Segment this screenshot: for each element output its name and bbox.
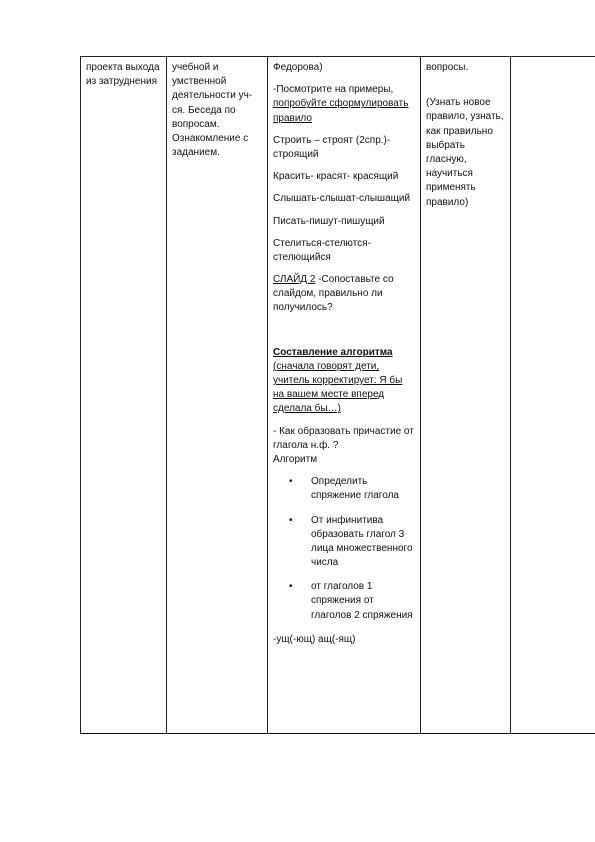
list-item: • Определить спряжение глагола xyxy=(289,476,399,502)
activity-text: учебной и умственной деятельности уч-ся. Беседа по вопросам. Ознакомление с заданием. xyxy=(172,62,253,159)
teacher-activity-cell xyxy=(268,57,421,734)
list-item: • От инфинитива образовать глагол 3 лица множественного числа xyxy=(289,514,413,569)
table-row xyxy=(81,57,595,734)
bullet-icon: • xyxy=(289,581,293,593)
question-text: - Как образовать причастие от глагола н.ф. ? xyxy=(273,425,414,451)
slide-label: СЛАЙД 2 xyxy=(273,274,316,286)
student-activity-cell xyxy=(421,57,511,734)
empty-cell xyxy=(511,57,595,734)
paragraph: Федорова) xyxy=(273,62,323,73)
stage-text: проекта выхода из затруднения xyxy=(86,62,160,88)
example-line: Стелиться-стелются- стелющийся xyxy=(273,237,371,263)
example-line: Слышать-слышат-слышащий xyxy=(273,193,411,205)
bullet-icon: • xyxy=(289,514,293,526)
paragraph: вопросы. xyxy=(426,62,469,73)
paragraph: Составление алгоритма (сначала говорят дети, учитель корректирует: Я бы на вашем месте вперед сделала бы…) xyxy=(273,346,403,415)
algorithm-list xyxy=(273,475,416,623)
example-line: Писать-пишут-пишущий xyxy=(273,215,385,227)
paragraph: СЛАЙД 2 -Сопоставьте со слайдом, правильно ли получилось? xyxy=(273,274,394,314)
example-line: Красить- красят- красящий xyxy=(273,171,399,183)
paragraph: (Узнать новое правило, узнать, как правильно выбрать гласную, научиться применять правило) xyxy=(426,97,504,208)
suffixes-text: -ущ(-ющ) ащ(-ящ) xyxy=(273,633,356,645)
paragraph: -Посмотрите на примеры, попробуйте сформулировать правило xyxy=(273,84,409,124)
lesson-plan-table xyxy=(80,56,595,734)
stage-cell xyxy=(81,57,167,734)
activity-cell xyxy=(167,57,268,734)
algorithm-heading: Составление алгоритма xyxy=(273,346,393,358)
spacer xyxy=(426,83,506,96)
list-item: • от глаголов 1 спряжения от глаголов 2 спряжения xyxy=(289,581,413,621)
underlined-instruction: попробуйте сформулировать правило xyxy=(273,98,409,124)
bullet-icon: • xyxy=(289,476,293,488)
example-line: Строить – строят (2спр.)- строящий xyxy=(273,134,391,160)
algorithm-title: Алгоритм xyxy=(273,453,318,465)
spacer xyxy=(273,324,416,346)
